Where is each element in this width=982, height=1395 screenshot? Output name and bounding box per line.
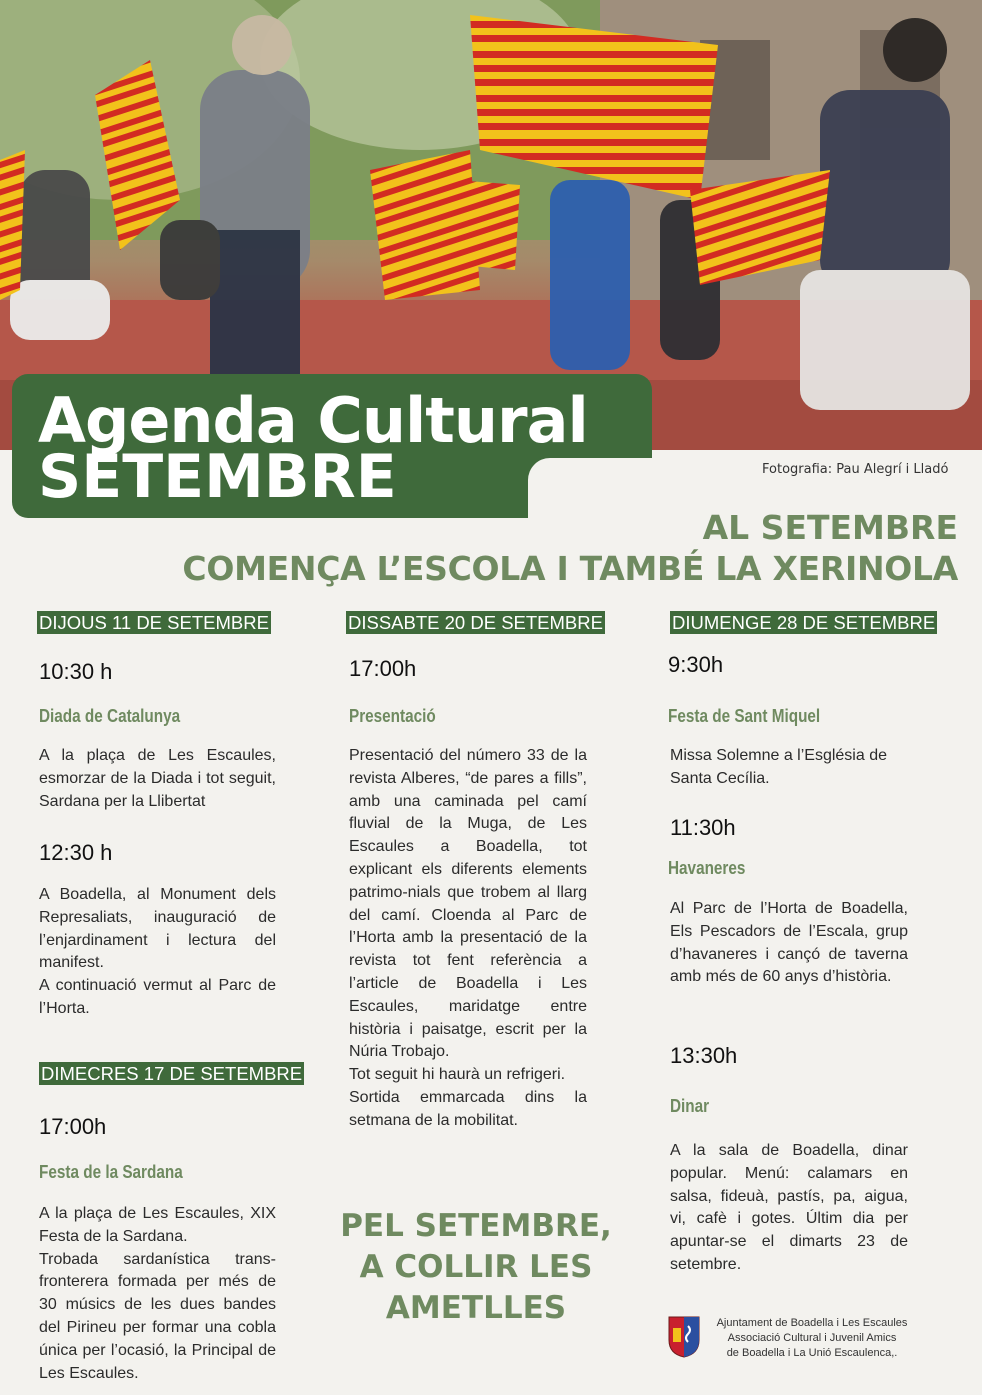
title-line-2: SETEMBRE [38, 442, 397, 512]
date-dissabte-20: DISSABTE 20 DE SETEMBRE [348, 612, 603, 633]
photo-credit: Fotografia: Pau Alegrí i Lladó [762, 462, 949, 477]
time-17-00-sardana: 17:00h [39, 1114, 107, 1139]
footer-line-2: Associació Cultural i Juvenil Amics [727, 1332, 897, 1344]
desc-presentacio-text-c: Sortida emmarcada dins la setmana de la mobilitat. [349, 1088, 587, 1129]
event-sant-miquel: Festa de Sant Miquel [668, 706, 821, 726]
time-17-00-presentacio: 17:00h [349, 656, 417, 681]
municipal-shield-icon [668, 1316, 700, 1358]
desc-dinar-text: A la sala de Boadella, dinar popular. Menú: calamars en salsa, fideuà, pastís, pa, aigua, vi, cafè i gotes. Últim dia per apuntar-se el dimarts 23 de setembre. [670, 1142, 908, 1273]
desc-sardana-text-b: Trobada sardanística trans-fronterera formada per més de 30 músics de les dues bandes del Pirineu per formar una cobla única per l’ocasió, la Principal de Les Escaules. [39, 1250, 276, 1382]
footer-organizers [704, 1316, 920, 1361]
event-diada: Diada de Catalunya [39, 706, 181, 726]
time-12-30: 12:30 h [39, 840, 113, 865]
title-badge-notch [528, 458, 678, 528]
date-diumenge-28: DIUMENGE 28 DE SETEMBRE [672, 612, 936, 633]
event-dinar: Dinar [670, 1096, 710, 1116]
desc-vermut-text: A continuació vermut al Parc de l’Horta. [39, 977, 276, 1017]
footer-line-3: de Boadella i La Unió Escaulenca,. [726, 1347, 898, 1359]
time-10-30: 10:30 h [39, 659, 113, 684]
date-dimecres-17: DIMECRES 17 DE SETEMBRE [41, 1063, 303, 1084]
desc-sant-miquel [670, 745, 908, 791]
time-11-30: 11:30h [670, 815, 736, 840]
desc-monument-text: A Boadella, al Monument dels Represaliats, inauguració de l’enjardinament i lectura del manifest. [39, 886, 276, 972]
desc-monument [39, 884, 276, 1021]
footer-line-1: Ajuntament de Boadella i Les Escaules [716, 1317, 908, 1329]
desc-havaneres-text: Al Parc de l’Horta de Boadella, Els Pescadors de l’Escala, grup d’havaneres i cançó de taverna amb més de 60 anys d’història. [670, 900, 908, 986]
desc-sardana [39, 1203, 276, 1385]
headline-line-2: COMENÇA L’ESCOLA I TAMBÉ LA XERINOLA [182, 549, 958, 588]
desc-dinar [670, 1140, 908, 1277]
desc-diada [39, 745, 276, 813]
headline-line-1: AL SETEMBRE [702, 508, 958, 547]
desc-havaneres [670, 898, 908, 989]
time-9-30: 9:30h [668, 652, 724, 677]
title-line-1: Agenda Cultural [38, 384, 588, 457]
event-festa-sardana: Festa de la Sardana [39, 1162, 183, 1182]
slogan: PEL SETEMBRE, A COLLIR LES AMETLLES [340, 1208, 612, 1326]
desc-presentacio-text-b: Tot seguit hi haurà un refrigeri. [349, 1066, 566, 1084]
date-dijous-11: DIJOUS 11 DE SETEMBRE [39, 612, 269, 633]
desc-presentacio-text-a: Presentació del número 33 de la revista Alberes, “de pares a fills”, amb una caminada pel camí fluvial de la Muga, de Les Escaules a Boadella, tot explicant els diferents elements patrimo-nials que trobem al llarg del camí. Cloenda al Parc de l’Horta amb la presentació de la revista tot fent referència a l’article de Boadella i Les Escaules, maridatge entre història i paisatge, escrit per la Núria Trobajo. [349, 747, 587, 1061]
desc-sant-miquel-text: Missa Solemne a l’Església de Santa Cecília. [670, 747, 887, 787]
event-havaneres: Havaneres [668, 858, 746, 878]
desc-sardana-text-a: A la plaça de Les Escaules, XIX Festa de la Sardana. [39, 1205, 276, 1245]
desc-presentacio [349, 745, 587, 1133]
desc-diada-text: A la plaça de Les Escaules, esmorzar de la Diada i tot seguit, Sardana per la Llibertat [39, 747, 276, 810]
time-13-30: 13:30h [670, 1043, 738, 1068]
event-presentacio: Presentació [349, 706, 436, 726]
